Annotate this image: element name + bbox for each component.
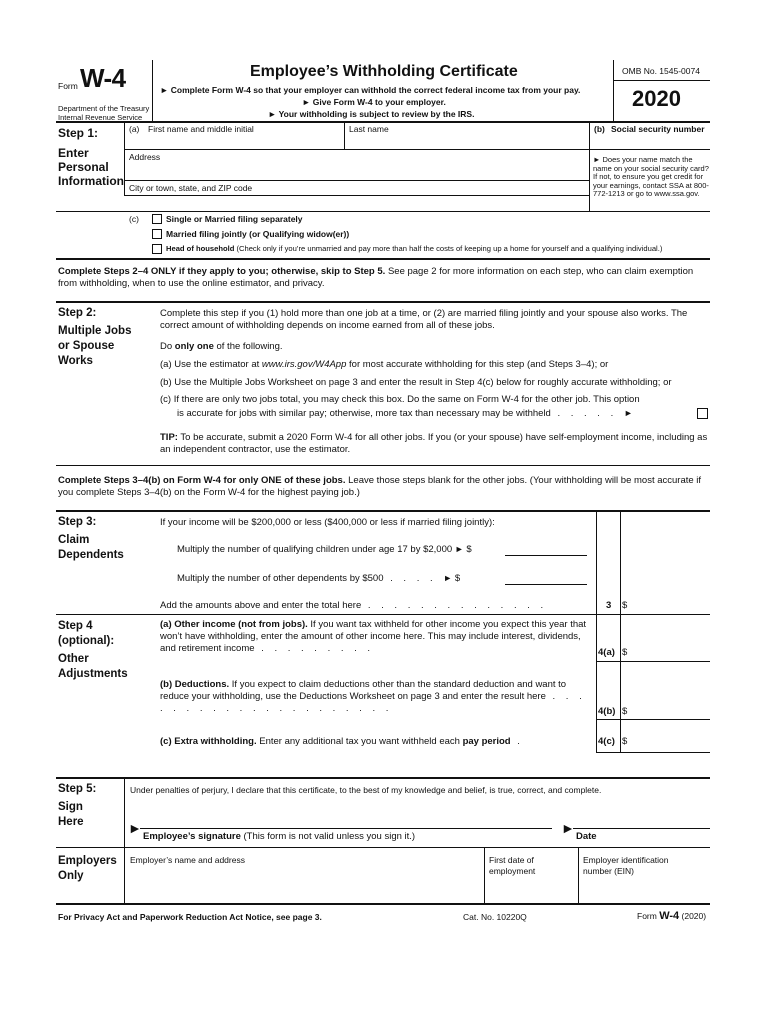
- first-name-field[interactable]: First name and middle initial: [148, 124, 254, 134]
- step-2-title: Multiple Jobs: [58, 325, 132, 337]
- married-checkbox[interactable]: [152, 229, 162, 239]
- line-3-number: 3: [606, 600, 612, 611]
- field-c-tag: (c): [129, 214, 139, 224]
- perjury-statement: Under penalties of perjury, I declare that this certificate, to the best of my knowledge and belief, is true, correct, and complete.: [130, 785, 602, 795]
- children-line: Multiply the number of qualifying children under age 17 by $2,000 ► $: [177, 544, 472, 555]
- notice-steps-3-4b: Complete Steps 3–4(b) on Form W-4 for only ONE of these jobs. Leave those steps blank for the other jobs. (Your withholding will be most accurate if you complete Steps 3–4(b) on the Form W-4 for the highest paying job.): [58, 475, 702, 498]
- head-of-household-checkbox[interactable]: [152, 244, 162, 254]
- step-2-intro: Complete this step if you (1) hold more than one job at a time, or (2) are married filing jointly and your spouse also works. The correct amount of withholding depends on income earned from all of these jobs.: [160, 308, 688, 331]
- date-label: Date: [576, 831, 597, 842]
- option-a-text: (a) Use the estimator at www.irs.gov/W4App for most accurate withholding for this step (and Steps 3–4); or: [160, 359, 609, 370]
- extra-withholding-text: (c) Extra withholding. Enter any additional tax you want withheld each pay period .: [160, 736, 524, 747]
- step-1-title-3: Information: [58, 174, 124, 188]
- last-name-field[interactable]: Last name: [349, 124, 389, 134]
- first-date-label: First date of: [489, 855, 534, 865]
- single-option-label: Single or Married filing separately: [166, 214, 303, 224]
- step-3-title-2: Dependents: [58, 549, 124, 561]
- catalog-number: Cat. No. 10220Q: [463, 912, 527, 922]
- single-checkbox[interactable]: [152, 214, 162, 224]
- irs-label: Internal Revenue Service: [58, 113, 143, 122]
- do-only-one: Do only one of the following.: [160, 341, 283, 352]
- line-4c-dollar: $: [622, 736, 628, 747]
- total-line: Add the amounts above and enter the total here . . . . . . . . . . . . . .: [160, 600, 548, 611]
- form-title: Employee’s Withholding Certificate: [250, 63, 518, 80]
- step-2-label: Step 2:: [58, 307, 97, 319]
- employers-title: Employers: [58, 855, 117, 867]
- form-label: Form: [58, 81, 78, 91]
- omb-number: OMB No. 1545-0074: [622, 66, 700, 76]
- other-dependents-amount-field[interactable]: [505, 572, 587, 585]
- date-arrow-icon: ►: [561, 820, 575, 836]
- signature-arrow-icon: ►: [128, 820, 142, 836]
- notice-steps-2-4: Complete Steps 2–4 ONLY if they apply to you; otherwise, skip to Step 5. See page 2 for more information on each step, who can claim exemption from withholding, when to use the online estimator, and privacy.: [58, 266, 694, 289]
- step-5-title-2: Here: [58, 816, 84, 828]
- step-1-label: Step 1:: [58, 126, 99, 140]
- form-name: W-4: [80, 63, 126, 93]
- step-2-tip: TIP: To be accurate, submit a 2020 Form W-4 for all other jobs. If you (or your spouse) have self-employment income, including as an independent contractor, use the estimator.: [160, 432, 708, 455]
- first-date-label-2: employment: [489, 866, 536, 876]
- step-1-title: Enter: [58, 146, 89, 160]
- employers-title-2: Only: [58, 870, 84, 882]
- step-4-title-2: Adjustments: [58, 668, 128, 680]
- address-field[interactable]: Address: [129, 152, 161, 162]
- deductions-field[interactable]: [630, 706, 710, 720]
- employer-name-field[interactable]: Employer’s name and address: [130, 855, 245, 865]
- line-4c-number: 4(c): [598, 736, 615, 747]
- step-3-label: Step 3:: [58, 516, 97, 528]
- two-jobs-checkbox[interactable]: [697, 408, 708, 419]
- name-match-note: ► Does your name match the name on your social security card? If not, to ensure you get credit for your earnings, contact SSA at 800-772-1213 or go to www.ssa.gov.: [593, 155, 709, 199]
- ein-label: Employer identification: [583, 855, 669, 865]
- first-date-field[interactable]: [486, 878, 576, 900]
- step-1-title-2: Personal: [58, 160, 109, 174]
- instruction-line-1: ► Complete Form W-4 so that your employer can withhold the correct federal income tax from your pay.: [160, 85, 581, 95]
- step-4-label: Step 4: [58, 620, 93, 632]
- step-4-title: Other: [58, 653, 89, 665]
- form-year: 2020: [632, 86, 681, 111]
- footer-form-name: Form W-4 (2020): [637, 910, 707, 922]
- line-4a-dollar: $: [622, 647, 628, 658]
- extra-withholding-field[interactable]: [630, 736, 710, 750]
- line-4b-dollar: $: [622, 706, 628, 717]
- step-5-title: Sign: [58, 801, 83, 813]
- line-3-dollar: $: [622, 600, 628, 611]
- ein-field[interactable]: [580, 878, 708, 900]
- signature-field[interactable]: [140, 812, 552, 828]
- city-field[interactable]: City or town, state, and ZIP code: [129, 183, 253, 193]
- step-2-title-3: Works: [58, 355, 93, 367]
- option-b-text: (b) Use the Multiple Jobs Worksheet on page 3 and enter the result in Step 4(c) below for roughly accurate withholding; or: [160, 377, 672, 388]
- other-dependents-line: Multiply the number of other dependents by $500 . . . . ► $: [177, 573, 461, 584]
- option-c-text-2: is accurate for jobs with similar pay; otherwise, more tax than necessary may be withheld . . . . . ►: [177, 408, 633, 419]
- instruction-line-3: ► Your withholding is subject to review by the IRS.: [268, 109, 475, 119]
- line-3-amount-field[interactable]: [623, 600, 710, 614]
- step-2-title-2: or Spouse: [58, 340, 115, 352]
- field-b-tag: (b): [594, 124, 605, 134]
- married-option-label: Married filing jointly (or Qualifying widow(er)): [166, 229, 350, 239]
- children-amount-field[interactable]: [505, 543, 587, 556]
- instruction-line-2: ► Give Form W-4 to your employer.: [302, 97, 446, 107]
- line-4a-number: 4(a): [598, 647, 615, 658]
- step-5-label: Step 5:: [58, 783, 97, 795]
- hoh-option-label: Head of household (Check only if you’re unmarried and pay more than half the costs of keeping up a home for yourself and a qualifying individual.): [166, 244, 663, 253]
- field-a-tag: (a): [129, 124, 140, 134]
- option-c-text: (c) If there are only two jobs total, you may check this box. Do the same on Form W-4 for the other job. This option: [160, 394, 640, 405]
- ein-label-2: number (EIN): [583, 866, 635, 876]
- step-3-intro: If your income will be $200,000 or less ($400,000 or less if married filing jointly):: [160, 517, 495, 528]
- other-income-field[interactable]: [630, 647, 710, 661]
- line-4b-number: 4(b): [598, 706, 616, 717]
- ssn-field[interactable]: Social security number: [611, 124, 705, 134]
- signature-label: Employee’s signature (This form is not valid unless you sign it.): [143, 831, 416, 842]
- deductions-text: (b) Deductions. If you expect to claim deductions other than the standard deduction and want to reduce your withholding, use the Deductions Worksheet on page 3 and enter the result here . . . . . . . . . . . . . . . . . . . . .: [160, 679, 586, 714]
- step-4-optional: (optional):: [58, 635, 115, 647]
- privacy-notice: For Privacy Act and Paperwork Reduction Act Notice, see page 3.: [58, 912, 322, 922]
- estimator-link[interactable]: www.irs.gov/W4App: [261, 359, 347, 370]
- step-3-title: Claim: [58, 534, 90, 546]
- other-income-text: (a) Other income (not from jobs). If you want tax withheld for other income you expect this year that won’t have withholding, enter the amount of other income here. This may include interest, dividends, and retirement income . . . . . . . . .: [160, 619, 587, 654]
- date-field[interactable]: [573, 812, 710, 828]
- department-label: Department of the Treasury: [58, 104, 150, 113]
